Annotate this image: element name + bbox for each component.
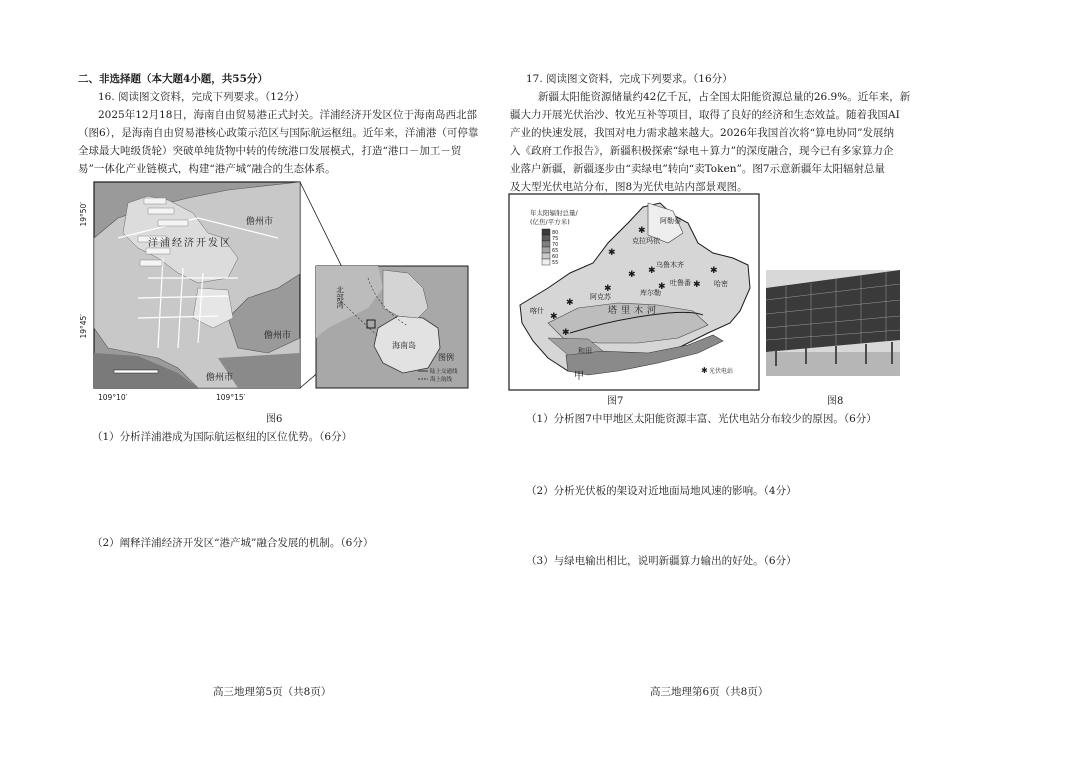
q17-para-line-1: 新疆太阳能资源储量约42亿千瓦，占全国太阳能资源总量的26.9%。近年来，新	[538, 91, 911, 103]
legend-swatch-60	[542, 253, 550, 259]
fig7-legend-title-2: (亿焦/平方米)	[530, 218, 570, 226]
region-jia: 甲	[574, 371, 584, 382]
svg-text:✱: ✱	[693, 280, 701, 290]
q17-header: 17. 阅读图文资料，完成下列要求。（16分）	[526, 73, 733, 85]
legend-title: 图例	[438, 353, 454, 362]
city-aksu: 阿克苏	[590, 293, 611, 301]
dev-zone-label: 洋浦经济开发区	[148, 238, 232, 249]
svg-text:✱: ✱	[608, 248, 616, 258]
q17-subq-2: （2）分析光伏板的架设对近地面局地风速的影响。（4分）	[526, 485, 797, 497]
svg-text:✱: ✱	[550, 312, 558, 322]
svg-text:✱: ✱	[638, 226, 646, 236]
pv-legend-icon: ✱	[701, 366, 708, 375]
svg-text:✱: ✱	[562, 328, 570, 338]
legend-swatch-80	[542, 229, 550, 235]
q17-para-line-6: 及大型光伏电站分布，图8为光伏电站内部景观图。	[510, 181, 748, 193]
city-turpan: 吐鲁番	[670, 279, 691, 287]
q16-para-line-2: （图6），是海南自由贸易港核心政策示范区与国际航运枢纽。近年来，洋浦港（可停靠	[78, 127, 479, 139]
q17-para-line-4: 入《政府工作报告》，新疆积极探索“绿电＋算力”的深度融合，现今已有多家算力企	[510, 145, 894, 157]
svg-text:✱: ✱	[566, 298, 574, 308]
pv-legend-label: 光伏电站	[709, 368, 734, 375]
legend-value-80: 80	[552, 230, 559, 236]
section-title: 二、非选择题（本大题4小题，共55分）	[78, 73, 268, 85]
q16-para-line-4: 易”一体化产业链模式，构建“港产城”融合的生态体系。	[78, 163, 336, 175]
right-footer: 高三地理第6页（共8页）	[650, 686, 769, 698]
q17-para-line-3: 产业的快速发展，我国对电力需求越来越大。2026年我国首次将“算电协同”发展纳	[510, 127, 894, 139]
lat-mid-label: 19°45′	[79, 314, 88, 339]
q17-para-line-2: 疆大力开展光伏治沙、牧光互补等项目，取得了良好的经济和生态效益。随着我国AI	[510, 109, 900, 121]
legend-swatch-75	[542, 235, 550, 241]
figure-6-map	[78, 178, 478, 410]
city-hotan: 和田	[578, 347, 592, 355]
city-karamay: 克拉玛依	[632, 237, 660, 245]
danzhou-label-2: 儋州市	[264, 331, 292, 341]
svg-text:✱: ✱	[658, 282, 666, 292]
scale-bar	[114, 370, 158, 373]
city-korla: 库尔勒	[640, 289, 661, 297]
q17-subq-3: （3）与绿电输出相比，说明新疆算力输出的好处。（6分）	[526, 555, 797, 567]
lon-right-label: 109°15′	[216, 393, 246, 402]
figure-8-pv-photo	[766, 270, 900, 376]
q16-para-line-1: 2025年12月18日，海南自由贸易港正式封关。洋浦经济开发区位于海南岛西北部	[98, 109, 477, 121]
q16-subq-1: （1）分析洋浦港成为国际航运枢纽的区位优势。（6分）	[92, 431, 353, 443]
legend-swatch-70	[542, 241, 550, 247]
left-footer: 高三地理第5页（共8页）	[213, 686, 332, 698]
danzhou-label-1: 儋州市	[246, 217, 274, 227]
legend-swatch-65	[542, 247, 550, 253]
city-urumqi: 乌鲁木齐	[656, 261, 684, 269]
fig7-legend-title-1: 年太阳辐射总量/	[530, 209, 578, 217]
q16-subq-2: （2）阐释洋浦经济开发区“港产城”融合发展的机制。（6分）	[92, 537, 374, 549]
figure-6-caption: 图6	[266, 414, 283, 425]
city-hami: 哈密	[714, 280, 728, 288]
svg-text:✱: ✱	[628, 270, 636, 280]
q17-subq-1: （1）分析图7中甲地区太阳能资源丰富、光伏电站分布较少的原因。（6分）	[526, 413, 877, 425]
city-kashgar: 喀什	[530, 307, 544, 315]
q16-para-line-3: 全球最大吨级货轮）突破单纯货物中转的传统港口发展模式，打造“港口－加工－贸	[78, 145, 462, 157]
q16-header: 16. 阅读图文资料，完成下列要求。（12分）	[98, 91, 305, 103]
danzhou-label-3: 儋州市	[206, 373, 234, 383]
legend-value-60: 60	[552, 254, 559, 260]
right-page	[510, 0, 1080, 763]
legend-value-75: 75	[552, 236, 559, 242]
legend-swatch-55	[542, 259, 550, 265]
hainan-label: 海南岛	[392, 341, 416, 350]
legend-land-label: 陆上交通线	[430, 369, 458, 375]
lat-top-label: 19°50′	[79, 202, 88, 227]
river-tarim: 塔里木河	[608, 306, 661, 316]
figure-8-caption: 图8	[827, 396, 844, 407]
legend-value-55: 55	[552, 260, 559, 266]
q17-para-line-5: 业落户新疆，新疆逐步由“卖绿电”转向“卖Token”。图7示意新疆年太阳辐射总量	[510, 163, 885, 175]
lon-left-label: 109°10′	[98, 393, 128, 402]
legend-value-65: 65	[552, 248, 559, 254]
svg-text:✱: ✱	[710, 266, 718, 276]
svg-text:✱: ✱	[604, 284, 612, 294]
legend-sea-label: 海上航线	[430, 377, 453, 383]
figure-7-map	[508, 193, 760, 391]
svg-text:✱: ✱	[648, 266, 656, 276]
legend-value-70: 70	[552, 242, 559, 248]
north-gulf-label: 北部湾	[335, 286, 345, 309]
city-altay: 阿勒泰	[660, 217, 681, 225]
figure-7-caption: 图7	[607, 396, 624, 407]
